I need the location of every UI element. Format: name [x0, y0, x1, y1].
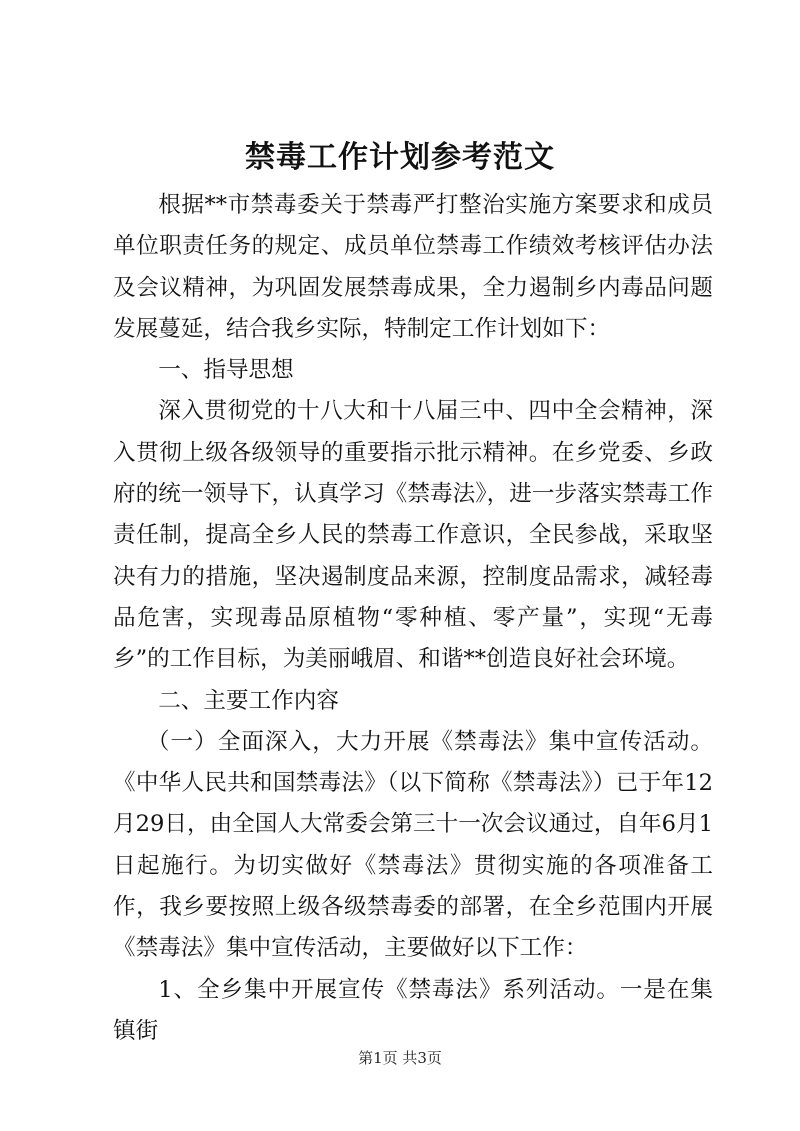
guiding-ideology-paragraph: 深入贯彻党的十八大和十八届三中、四中全会精神，深入贯彻上级各级领导的重要指示批示精神。在乡党委、乡政府的统一领导下，认真学习《禁毒法》，进一步落实禁毒工作责任制，提高全乡人民的禁毒工作意识，全民参战，采取坚决有力的措施，坚决遏制度品来源，控制度品需求，减轻毒品危害，实现毒品原植物“零种植、零产量”，实现“无毒乡”的工作目标，为美丽峨眉、和谐**创造良好社会环境。: [113, 398, 713, 673]
intro-paragraph: 根据**市禁毒委关于禁毒严打整治实施方案要求和成员单位职责任务的规定、成员单位禁毒工作绩效考核评估办法及会议精神，为巩固发展禁毒成果，全力遏制乡内毒品问题发展蔓延，结合我乡实际，特制定工作计划如下：: [113, 192, 713, 342]
section-heading-guiding-ideology: 一、指导思想: [158, 357, 294, 384]
section-heading-main-work: 二、主要工作内容: [158, 687, 339, 714]
document-body: [113, 185, 713, 1052]
page-footer: 第1页 共3页: [358, 1049, 442, 1067]
main-work-paragraph-1: （一）全面深入，大力开展《禁毒法》集中宣传活动。《中华人民共和国禁毒法》（以下简称《禁毒法》）已于年12月29日，由全国人大常委会第三十一次会议通过，自年6月1日起施行。为切实做好《禁毒法》贯彻实施的各项准备工作，我乡要按照上级各级禁毒委的部署，在全乡范围内开展《禁毒法》集中宣传活动，主要做好以下工作：: [113, 728, 713, 962]
document-title: 禁毒工作计划参考范文: [245, 140, 555, 175]
main-work-item-1: 1、全乡集中开展宣传《禁毒法》系列活动。一是在集镇街: [113, 976, 713, 1044]
